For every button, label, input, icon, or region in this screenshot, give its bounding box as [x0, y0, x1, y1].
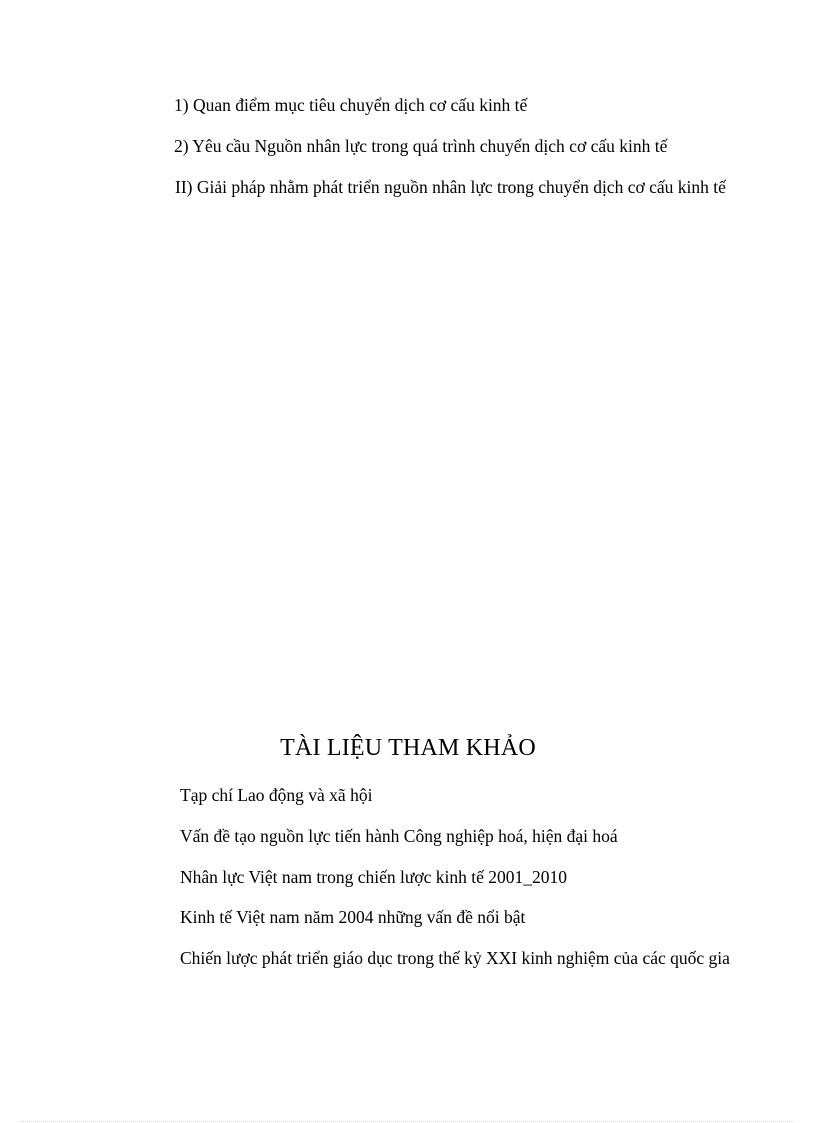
- reference-item: Kinh tế Việt nam năm 2004 những vấn đề nổi bật: [180, 907, 526, 927]
- reference-item: Vấn đề tạo nguồn lực tiến hành Công nghiệp hoá, hiện đại hoá: [180, 826, 618, 846]
- reference-item: Chiến lược phát triển giáo dục trong thế kỷ XXI kinh nghiệm của các quốc gia: [180, 948, 730, 968]
- reference-item: Tạp chí Lao động và xã hội: [180, 785, 373, 805]
- outline-item: 1) Quan điểm mục tiêu chuyển dịch cơ cấu kinh tế: [174, 95, 528, 115]
- references-heading: TÀI LIỆU THAM KHẢO: [280, 735, 536, 761]
- outline-item: 2) Yêu cầu Nguồn nhân lực trong quá trình chuyển dịch cơ cấu kinh tế: [174, 136, 668, 156]
- reference-item: Nhân lực Việt nam trong chiến lược kinh tế 2001_2010: [180, 867, 567, 887]
- outline-item: II) Giải pháp nhằm phát triển nguồn nhân lực trong chuyển dịch cơ cấu kinh tế: [175, 177, 726, 197]
- page-bottom-divider: [22, 1121, 794, 1122]
